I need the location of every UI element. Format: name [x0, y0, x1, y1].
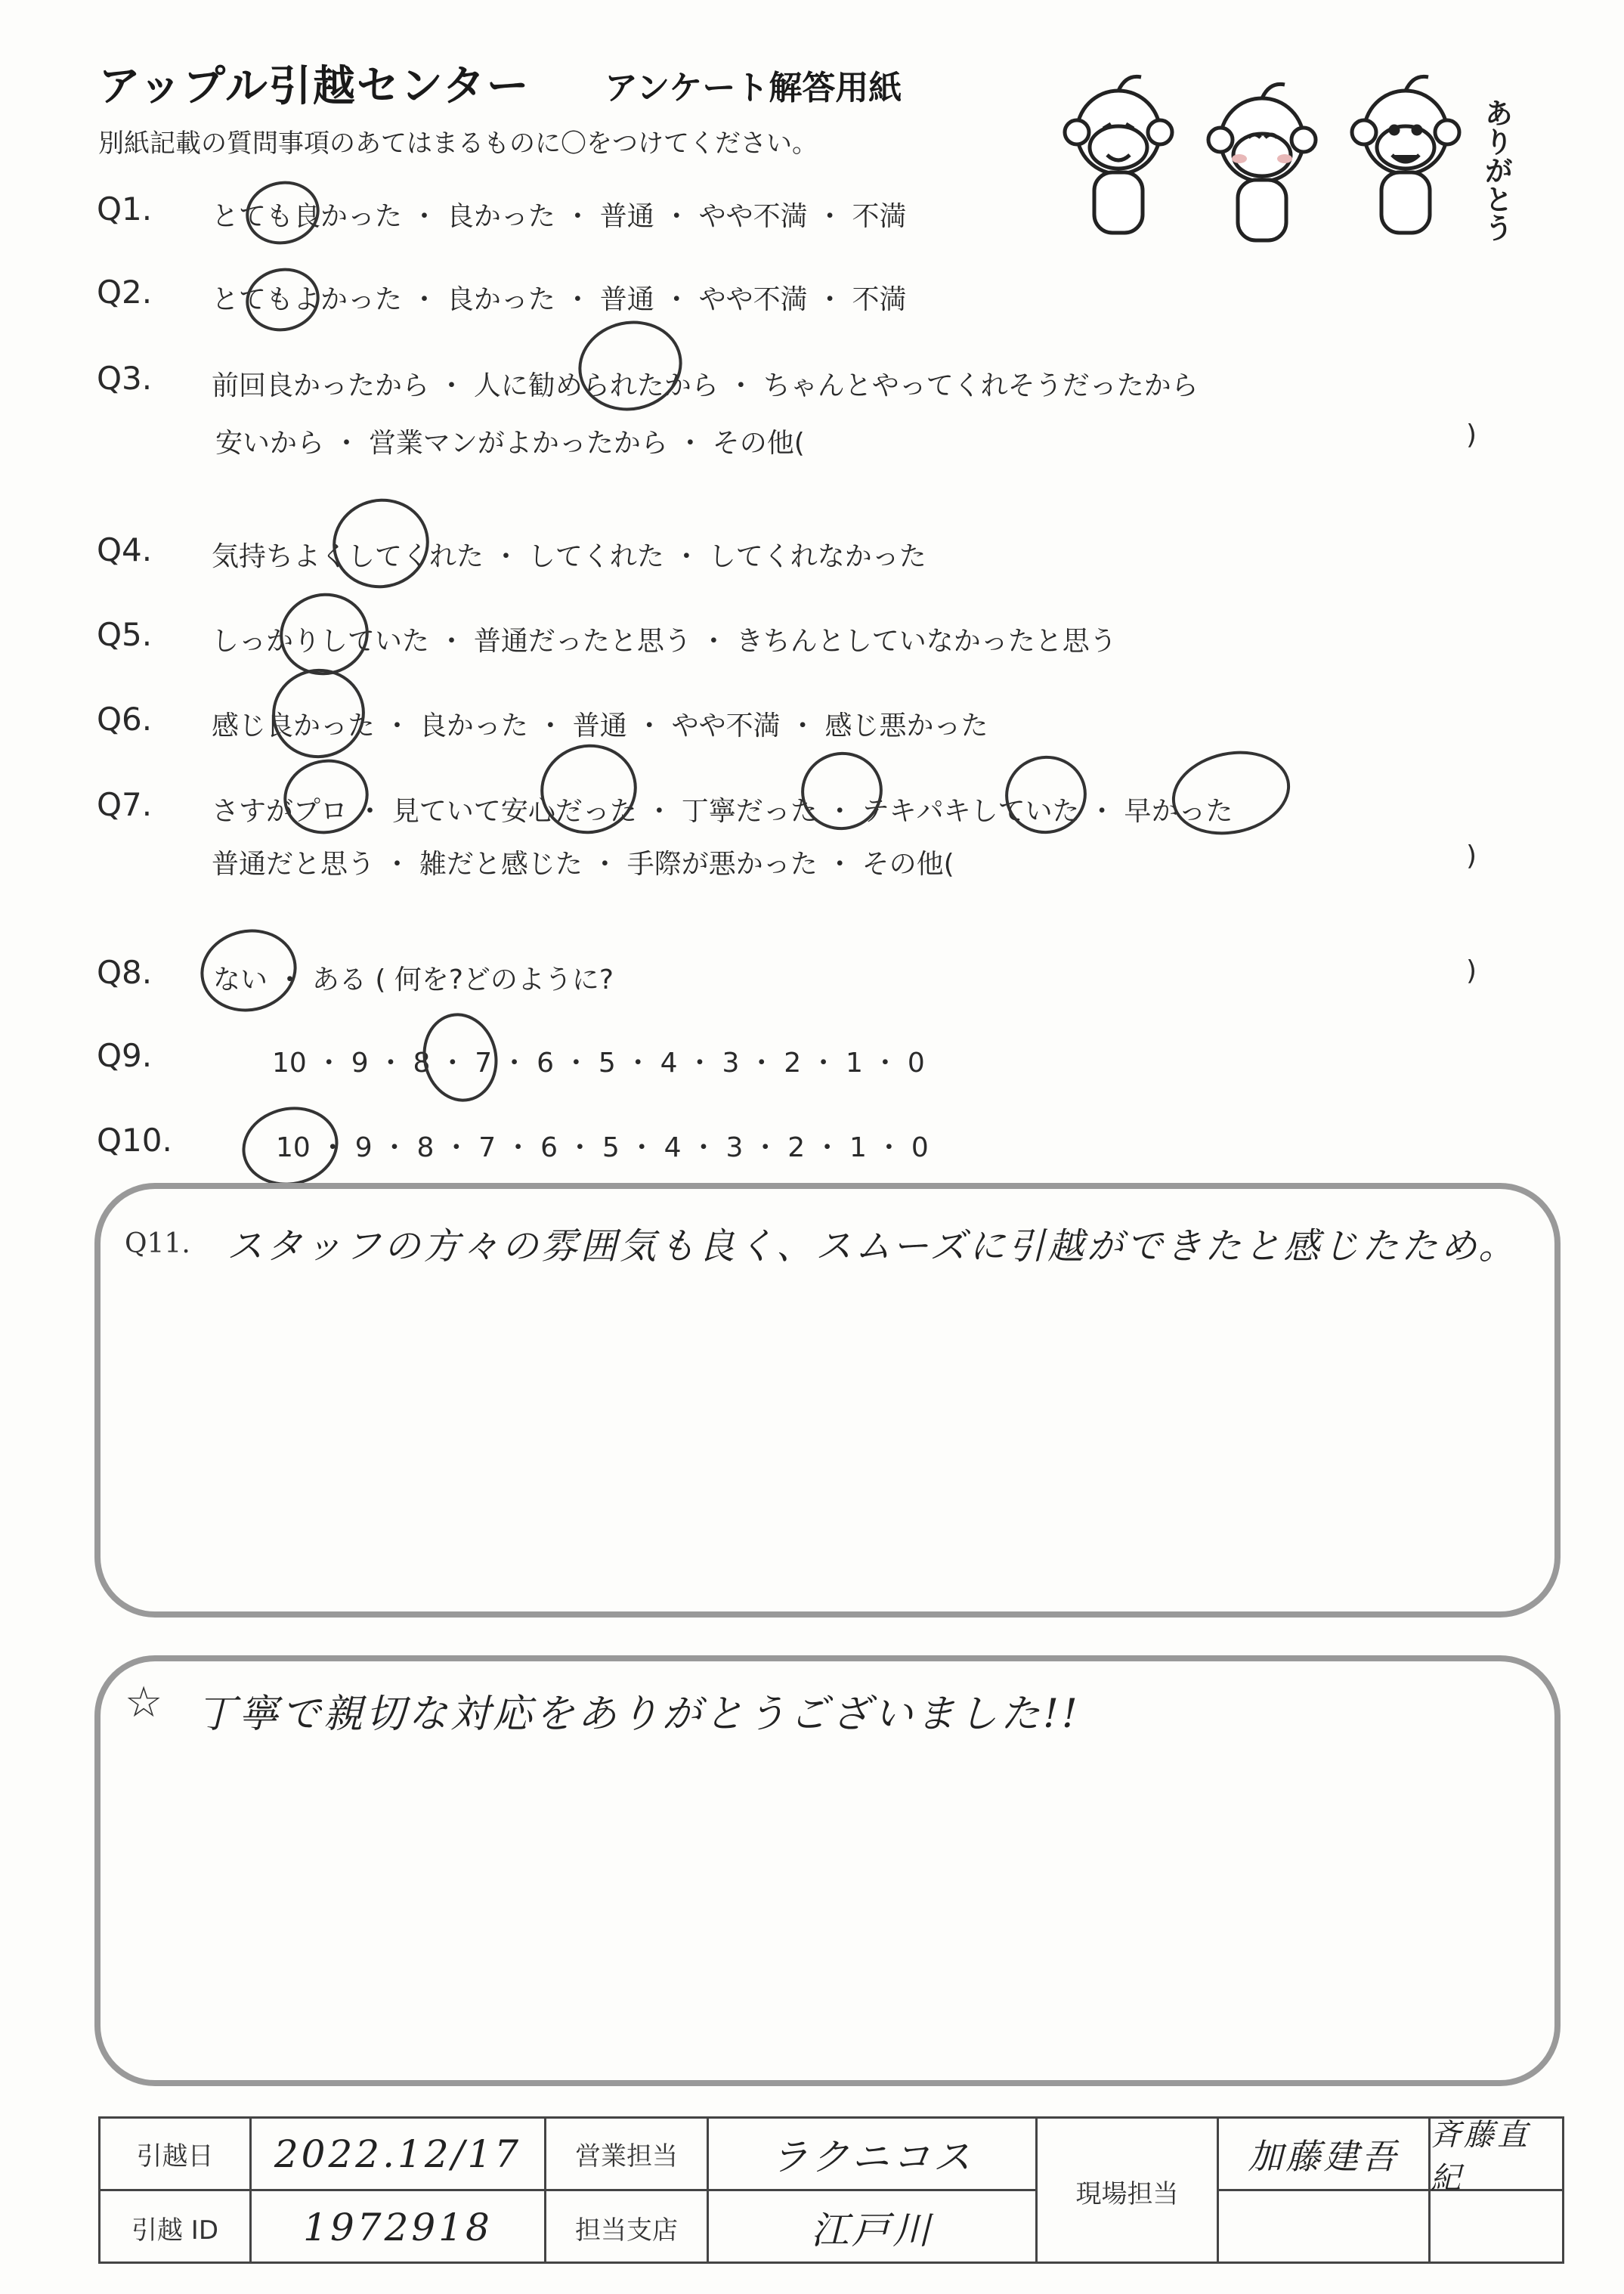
selection-circle: [1164, 741, 1298, 845]
q3-options-line2: 安いから ・ 営業マンがよかったから ・ その他(: [215, 428, 805, 459]
site-staff-1: 加藤建吾: [1219, 2119, 1431, 2191]
monkey-icon: [1065, 76, 1172, 233]
selection-circle: [193, 921, 305, 1020]
q3-options-line1: 前回良かったから ・ 人に勧められたから ・ ちゃんとやってくれそうだったから: [212, 370, 1199, 401]
q11-label: Q11.: [125, 1228, 190, 1259]
monkey-icon: [1208, 84, 1316, 240]
q3-label: Q3.: [97, 360, 153, 397]
q7-label: Q7.: [97, 786, 153, 823]
branch-value: 江戸川: [709, 2191, 1038, 2264]
site-staff-empty-1: [1219, 2191, 1431, 2264]
selection-circle: [415, 1006, 506, 1109]
q8-options: ない ・ ある ( 何を?どのように?: [213, 964, 614, 995]
site-staff-empty-2: [1431, 2191, 1562, 2264]
sales-value: ラクニコス: [709, 2119, 1038, 2191]
q7-options-line2: 普通だと思う ・ 雑だと感じた ・ 手際が悪かった ・ その他(: [212, 849, 954, 880]
q11-handwritten-answer: スタッフの方々の雰囲気も良く、スムーズに引越ができたと感じたため。: [227, 1225, 1518, 1268]
q4-options: 気持ちよくしてくれた ・ してくれた ・ してくれなかった: [212, 541, 926, 572]
selection-circle: [240, 175, 325, 252]
q8-label: Q8.: [97, 954, 153, 991]
monkey-icon: [1352, 76, 1459, 233]
q4-label: Q4.: [97, 531, 153, 568]
q5-options: しっかりしていた ・ 普通だったと思う ・ きちんとしていなかったと思う: [212, 626, 1117, 657]
move-date-value: 2022.12/17: [252, 2119, 546, 2191]
thanks-text: ありがとう: [1480, 98, 1513, 242]
q7-options-line1: さすがプロ ・ 見ていて安心だった ・ 丁寧だった ・ テキパキしていた ・ 早かった: [212, 796, 1233, 827]
q2-label: Q2.: [97, 274, 153, 311]
q9-label: Q9.: [97, 1037, 153, 1074]
selection-circle: [264, 661, 373, 767]
q6-options: 感じ良かった ・ 良かった ・ 普通 ・ やや不満 ・ 感じ悪かった: [212, 710, 988, 741]
q8-close-paren: ): [1466, 955, 1477, 986]
instruction-text: 別紙記載の質問事項のあてはまるものに〇をつけてください。: [98, 128, 818, 159]
q10-scale: 10 ・ 9 ・ 8 ・ 7 ・ 6 ・ 5 ・ 4 ・ 3 ・ 2 ・ 1 ・ 0: [276, 1132, 929, 1163]
move-id-value: 1972918: [252, 2191, 546, 2264]
q9-scale: 10 ・ 9 ・ 8 ・ 7 ・ 6 ・ 5 ・ 4 ・ 3 ・ 2 ・ 1 ・ 0: [272, 1048, 925, 1079]
q2-options: とてもよかった ・ 良かった ・ 普通 ・ やや不満 ・ 不満: [212, 284, 907, 315]
handwritten-comment: 丁寧で親切な対応をありがとうございました!!: [196, 1692, 1081, 1737]
q5-label: Q5.: [97, 616, 153, 653]
company-name: アップル引越センター: [98, 62, 531, 111]
form-title: アンケート解答用紙: [605, 69, 902, 107]
q7-close-paren: ): [1466, 841, 1477, 871]
selection-circle: [324, 490, 438, 597]
star-icon: ☆: [125, 1678, 163, 1727]
sales-label: 営業担当: [546, 2119, 709, 2191]
q10-label: Q10.: [97, 1122, 172, 1159]
q6-label: Q6.: [97, 701, 153, 738]
selection-circle: [235, 1098, 346, 1194]
staff-info-table: [98, 2116, 1564, 2264]
q1-options: とても良かった ・ 良かった ・ 普通 ・ やや不満 ・ 不満: [212, 201, 907, 232]
q3-close-paren: ): [1466, 419, 1477, 450]
q1-label: Q1.: [97, 190, 153, 228]
site-staff-2: 斉藤直紀: [1431, 2119, 1562, 2191]
move-date-label: 引越日: [101, 2119, 252, 2191]
monkey-mascots-illustration: [1005, 53, 1534, 249]
branch-label: 担当支店: [546, 2191, 709, 2264]
selection-circle: [240, 262, 325, 339]
site-staff-label: 現場担当: [1038, 2119, 1219, 2264]
move-id-label: 引越 ID: [101, 2191, 252, 2264]
selection-circle: [570, 311, 691, 420]
